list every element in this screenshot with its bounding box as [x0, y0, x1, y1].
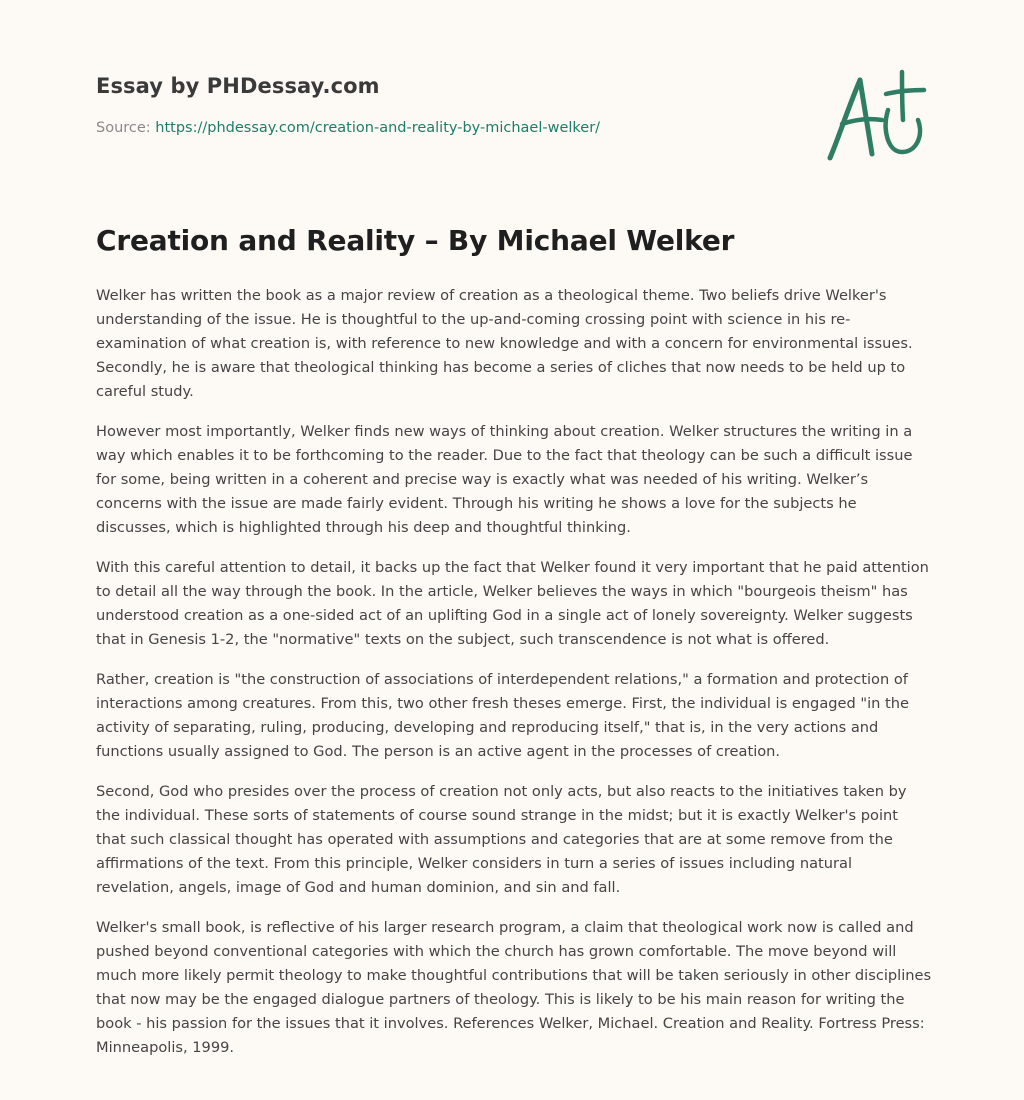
paragraph: Welker has written the book as a major review of creation as a theological theme. Two beliefs drive Welker's understanding of the issue. He is thoughtful to the up-and-coming crossing point with science in his re-examination of what creation is, with reference to new knowledge and with a concern for environmental issues. Secondly, he is aware that theological thinking has become a series of cliches that now needs to be held up to careful study.	[96, 287, 913, 400]
source-label: Source:	[96, 120, 151, 136]
brand-title: Essay by PHDessay.com	[96, 74, 380, 98]
paragraph: Welker's small book, is reflective of his larger research program, a claim that theological work now is called and pushed beyond conventional categories with which the church has grown comfortable. The move beyond will much more likely permit theology to make thoughtful contributions that will be taken seriously in other disciplines that now may be the engaged dialogue partners of theology. This is likely to be his main reason for writing the book - his passion for the issues that it involves. References Welker, Michael. Creation and Reality. Fortress Press: Minneapolis, 1999.	[96, 919, 932, 1056]
page-header	[96, 74, 928, 136]
essay-title: Creation and Reality – By Michael Welker	[96, 224, 735, 257]
paragraph: However most importantly, Welker finds new ways of thinking about creation. Welker structures the writing in a way which enables it to be forthcoming to the reader. Due to the fact that theology can be such a difficult issue for some, being written in a coherent and precise way is exactly what was needed of his writing. Welker’s concerns with the issue are made fairly evident. Through his writing he shows a love for the subjects he discusses, which is highlighted through his deep and thoughtful thinking.	[96, 423, 913, 536]
paragraph: With this careful attention to detail, it backs up the fact that Welker found it very important that he paid attention to detail all the way through the book. In the article, Welker believes the ways in which "bourgeois theism" has understood creation as a one-sided act of an uplifting God in a single act of lonely sovereignty. Welker suggests that in Genesis 1-2, the "normative" texts on the subject, such transcendence is not what is offered.	[96, 559, 929, 648]
source-line	[96, 120, 928, 136]
paragraph: Second, God who presides over the process of creation not only acts, but also reacts to the initiatives taken by the individual. These sorts of statements of course sound strange in the midst; but it is exactly Welker's point that such classical thought has operated with assumptions and categories that are at some remove from the affirmations of the text. From this principle, Welker considers in turn a series of issues including natural revelation, angels, image of God and human dominion, and sin and fall.	[96, 783, 907, 896]
a-plus-logo-icon	[818, 64, 928, 166]
paragraph: Rather, creation is "the construction of associations of interdependent relations," a formation and protection of interactions among creatures. From this, two other fresh theses emerge. First, the individual is engaged "in the activity of separating, ruling, producing, developing and reproducing itself," that is, in the very actions and functions usually assigned to God. The person is an active agent in the processes of creation.	[96, 671, 910, 760]
essay-body	[96, 284, 932, 1076]
source-link[interactable]: https://phdessay.com/creation-and-reality-by-michael-welker/	[155, 120, 601, 136]
